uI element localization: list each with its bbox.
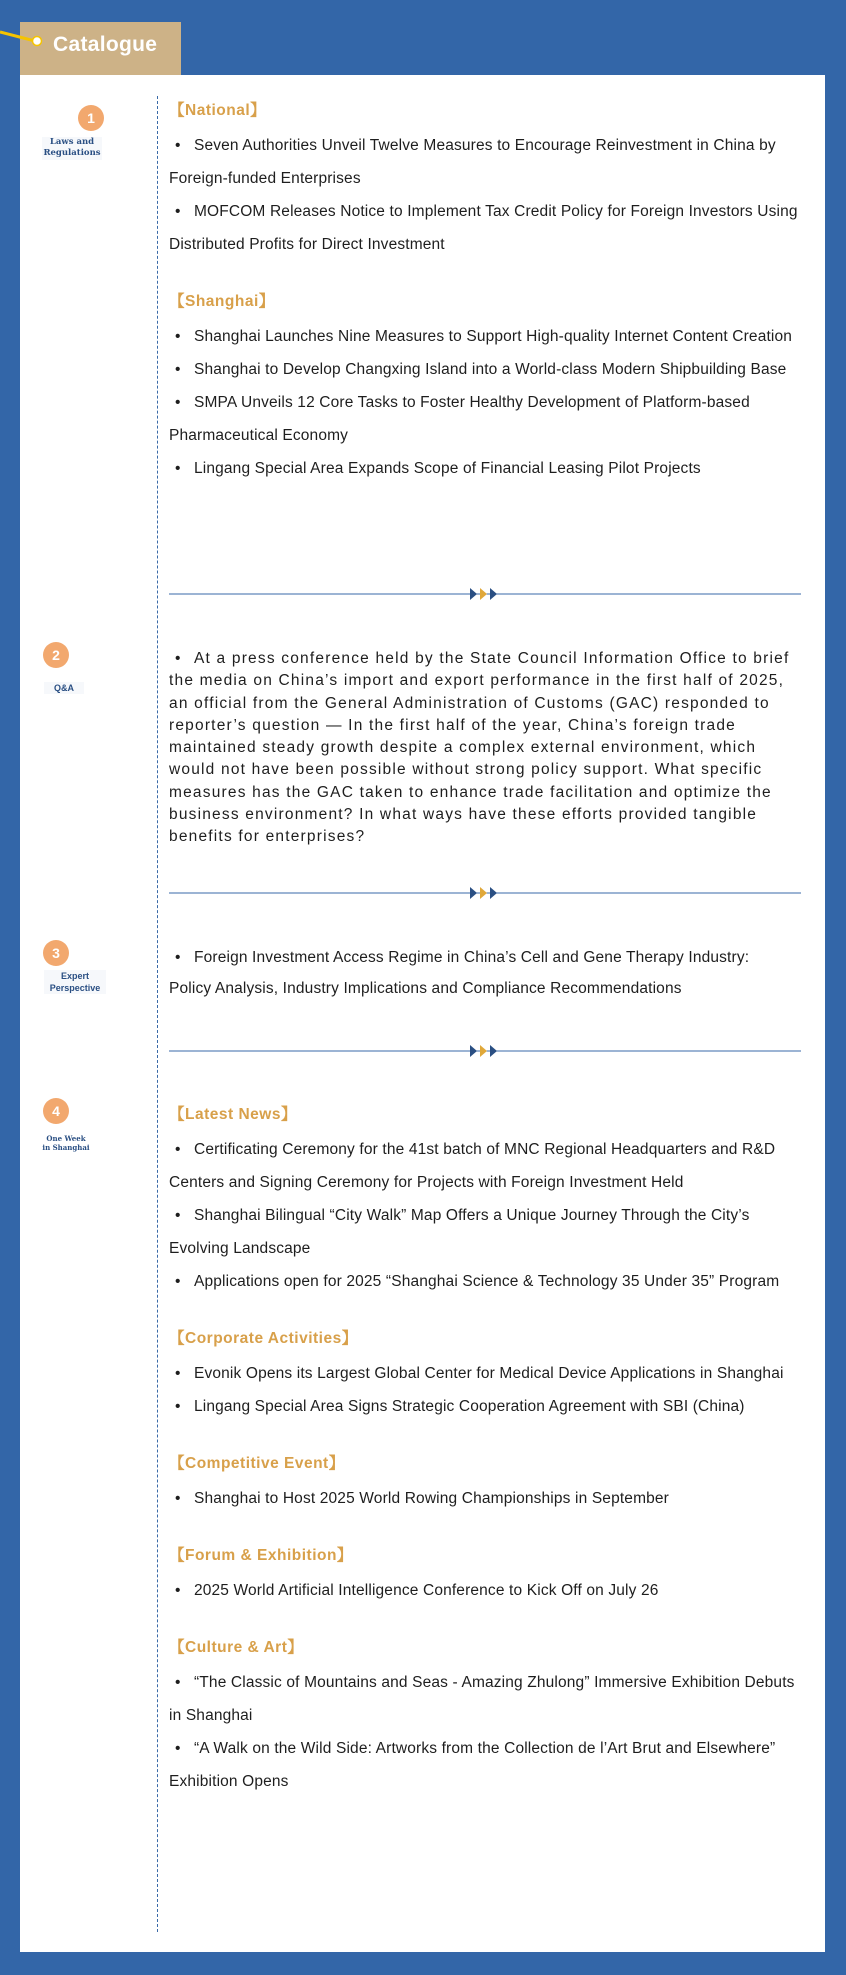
bullet-icon: • xyxy=(175,137,181,154)
section-divider xyxy=(169,587,801,601)
section-2-content xyxy=(169,648,801,849)
section-divider xyxy=(169,886,801,900)
list-item[interactable]: • “The Classic of Mountains and Seas - Amazing Zhulong” Immersive Exhibition Debuts in Shanghai xyxy=(169,1666,801,1732)
section-label-laws-and-regulations: Laws and Regulations xyxy=(43,137,101,159)
category-heading: 【Forum & Exhibition】 xyxy=(169,1547,353,1564)
qa-paragraph[interactable]: • At a press conference held by the State Council Information Office to brief the media on China’s import and export performance in the first half of 2025, an official from the General Administration of Customs (GAC) responded to reporter’s question — In the first half of the year, China’s foreign trade maintained steady growth despite a complex external environment, which would not have been possible without strong policy support. What specific measures has the GAC taken to enhance trade facilitation and optimize the business environment? In what ways have these efforts provided tangible benefits for enterprises? xyxy=(169,650,790,846)
section-number-badge: 1 xyxy=(78,105,104,131)
bullet-icon: • xyxy=(175,1273,181,1290)
bullet-icon: • xyxy=(175,650,182,667)
bullet-icon: • xyxy=(175,1582,181,1599)
category-heading: 【Competitive Event】 xyxy=(169,1455,345,1472)
section-label-expert-perspective: Expert Perspective xyxy=(44,970,106,994)
bullet-icon: • xyxy=(175,328,181,345)
list-item[interactable]: • Shanghai Bilingual “City Walk” Map Offers a Unique Journey Through the City’s Evolving Landscape xyxy=(169,1199,801,1265)
list-item[interactable]: • 2025 World Artificial Intelligence Conference to Kick Off on July 26 xyxy=(169,1574,801,1607)
category-heading: 【Culture & Art】 xyxy=(169,1639,304,1656)
list-item[interactable]: • Foreign Investment Access Regime in China’s Cell and Gene Therapy Industry: Policy Analysis, Industry Implications and Compliance Recommendations xyxy=(169,942,789,1004)
bullet-icon: • xyxy=(175,394,181,411)
category-heading: 【National】 xyxy=(169,102,267,119)
bullet-icon: • xyxy=(175,1674,181,1691)
section-number-badge: 4 xyxy=(43,1098,69,1124)
list-item[interactable]: • MOFCOM Releases Notice to Implement Tax Credit Policy for Foreign Investors Using Distributed Profits for Direct Investment xyxy=(169,195,801,261)
section-1-content xyxy=(169,98,801,485)
list-item[interactable]: • Evonik Opens its Largest Global Center for Medical Device Applications in Shanghai xyxy=(169,1357,801,1390)
category-heading: 【Corporate Activities】 xyxy=(169,1330,358,1347)
section-number-badge: 2 xyxy=(43,642,69,668)
section-number-badge: 3 xyxy=(43,940,69,966)
bullet-icon: • xyxy=(175,1490,181,1507)
list-item[interactable]: • Shanghai to Host 2025 World Rowing Championships in September xyxy=(169,1482,801,1515)
list-item[interactable]: • SMPA Unveils 12 Core Tasks to Foster Healthy Development of Platform-based Pharmaceutical Economy xyxy=(169,386,801,452)
section-label-qa: Q&A xyxy=(44,682,84,694)
section-divider xyxy=(169,1044,801,1058)
bullet-icon: • xyxy=(175,1207,181,1224)
category-heading: 【Shanghai】 xyxy=(169,293,275,310)
catalogue-tab xyxy=(20,22,181,75)
list-item[interactable]: • Lingang Special Area Signs Strategic Cooperation Agreement with SBI (China) xyxy=(169,1390,801,1423)
bullet-icon: • xyxy=(175,949,181,966)
section-4-content xyxy=(169,1102,801,1798)
bullet-icon: • xyxy=(175,1141,181,1158)
list-item[interactable]: • Shanghai Launches Nine Measures to Support High-quality Internet Content Creation xyxy=(169,320,801,353)
list-item[interactable]: • “A Walk on the Wild Side: Artworks from the Collection de l’Art Brut and Elsewhere” Exhibition Opens xyxy=(169,1732,801,1798)
section-3-content xyxy=(169,942,789,1004)
bullet-icon: • xyxy=(175,460,181,477)
category-heading: 【Latest News】 xyxy=(169,1106,297,1123)
page-title: Catalogue xyxy=(53,33,158,56)
bullet-icon: • xyxy=(175,203,181,220)
bullet-icon: • xyxy=(175,1740,181,1757)
section-label-one-week-in-shanghai: One Week in Shanghai xyxy=(42,1134,90,1153)
list-item[interactable]: • Shanghai to Develop Changxing Island into a World-class Modern Shipbuilding Base xyxy=(169,353,801,386)
bullet-icon: • xyxy=(175,361,181,378)
list-item[interactable]: • Applications open for 2025 “Shanghai Science & Technology 35 Under 35” Program xyxy=(169,1265,801,1298)
bullet-icon: • xyxy=(175,1365,181,1382)
bullet-icon: • xyxy=(175,1398,181,1415)
list-item[interactable]: • Lingang Special Area Expands Scope of Financial Leasing Pilot Projects xyxy=(169,452,801,485)
list-item[interactable]: • Seven Authorities Unveil Twelve Measures to Encourage Reinvestment in China by Foreign-funded Enterprises xyxy=(169,129,801,195)
vertical-divider xyxy=(157,96,158,1932)
list-item[interactable]: • Certificating Ceremony for the 41st batch of MNC Regional Headquarters and R&D Centers and Signing Ceremony for Projects with Foreign Investment Held xyxy=(169,1133,801,1199)
